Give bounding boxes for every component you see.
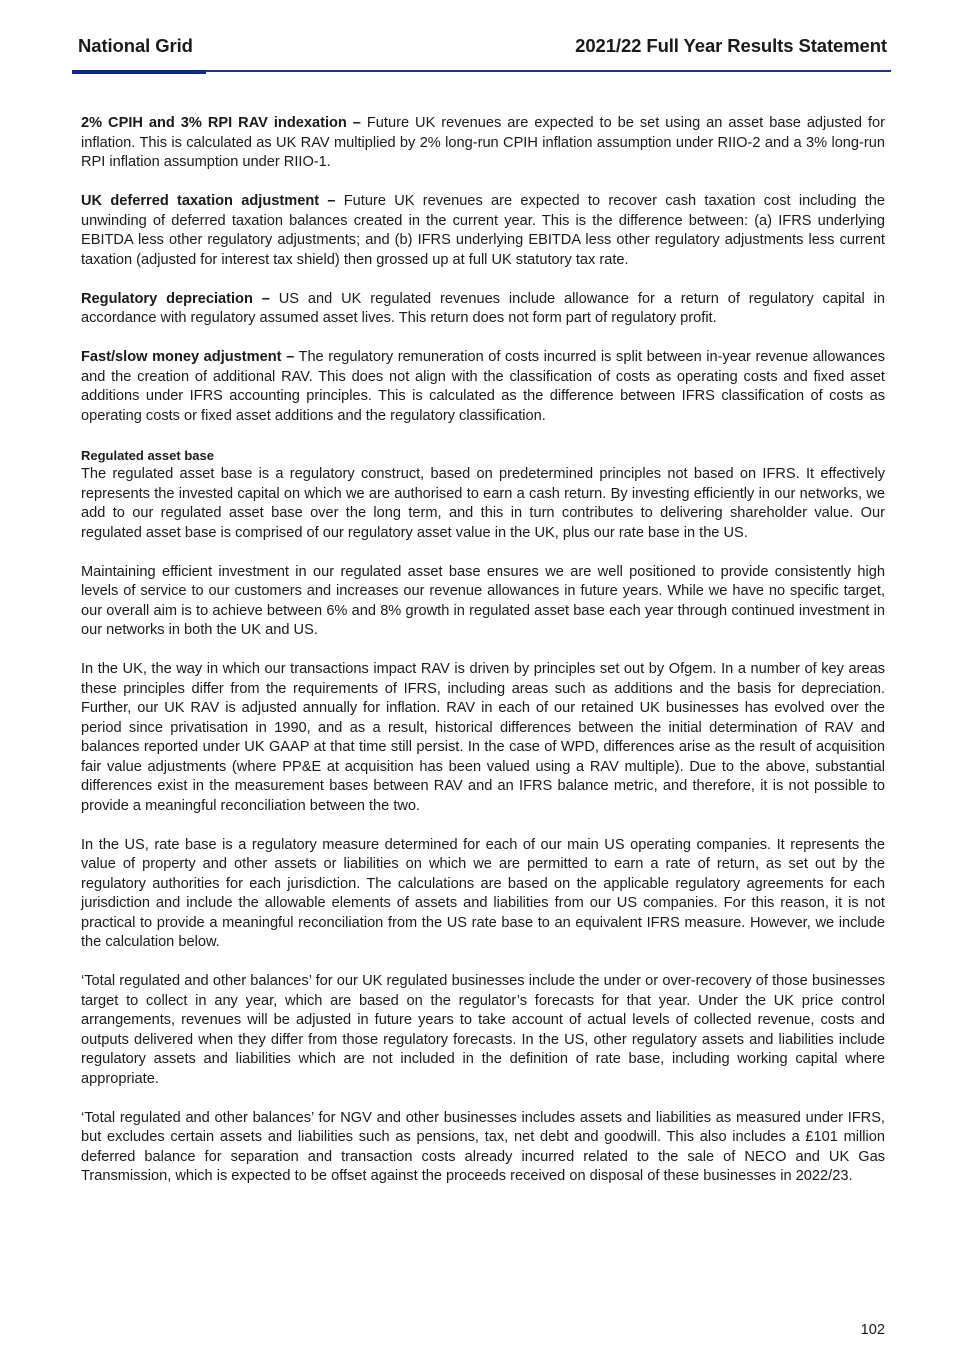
paragraph: In the UK, the way in which our transactions impact RAV is driven by principles set out by Ofgem. In a number of key areas these principles differ from the requirements of IFRS, including areas such as additions and the basis for depreciation. Further, our UK RAV is adjusted annually for inflation. RAV in each of our retained UK businesses has evolved over the period since privatisation in 1990, and as a result, historical differences between the initial determination of RAV and balances reported under UK GAAP at that time still persist. In the case of WPD, differences arise as the result of acquisition fair value adjustments (where PP&E at acquisition has been valued using a RAV multiple). Due to the above, substantial differences exist in the measurement bases between RAV and an IFRS balance metric, and therefore, it is not possible to provide a meaningful reconciliation between the two. — [81, 661, 885, 814]
definition-fast-slow-money — [81, 348, 885, 426]
company-name: National Grid — [78, 35, 193, 56]
paragraph: Maintaining efficient investment in our regulated asset base ensures we are well positioned to provide consistently high levels of service to our customers and increases our revenue allowances in future years. While we have no specific target, our overall aim is to achieve between 6% and 8% growth in regulated asset base each year through continued investment in our networks in both the UK and US. — [81, 563, 885, 638]
definition-regulatory-depreciation — [81, 290, 885, 329]
header-rule-accent — [72, 70, 206, 74]
paragraph: ‘Total regulated and other balances’ for our UK regulated businesses include the under or over-recovery of those businesses target to collect in any year, which are based on the regulator’s forecasts for that year. Under the UK price control arrangements, revenues will be adjusted in future years to take account of actual levels of collected revenue, costs and outputs delivered when they differ from those regulatory forecasts. In the US, other regulatory assets and liabilities include regulatory assets and liabilities which are not included in the definition of rate base, including working capital where appropriate. — [81, 973, 885, 1087]
document-title: 2021/22 Full Year Results Statement — [575, 35, 887, 56]
definition-term: Fast/slow money adjustment – — [81, 349, 295, 365]
definition-term: Regulatory depreciation – — [81, 290, 270, 307]
definition-term: 2% CPIH and 3% RPI RAV indexation – — [81, 115, 361, 131]
definition-cpih-rpi-indexation — [81, 114, 885, 173]
paragraph: ‘Total regulated and other balances’ for NGV and other businesses includes assets and liabilities as measured under IFRS, but excludes certain assets and liabilities such as pensions, tax, net debt and goodwill. This also includes a £101 million deferred balance for separation and transaction costs already incurred related to the sale of NECO and UK Gas Transmission, which is expected to be offset against the proceeds received on disposal of these businesses in 2022/23. — [81, 1109, 885, 1184]
definition-term: UK deferred taxation adjustment – — [81, 193, 336, 209]
definition-text: Future UK revenues are expected to be set using an asset base adjusted for inflation. This is calculated as UK RAV multiplied by 2% long-run CPIH inflation assumption under RIIO-2 and a 3% long-run RPI inflation assumption under RIIO-1. — [81, 115, 885, 170]
page-number: 102 — [860, 1322, 885, 1338]
paragraph: In the US, rate base is a regulatory measure determined for each of our main US operating companies. It represents the value of property and other assets or liabilities on which we are permitted to earn a rate of return, as set out by the regulatory authorities for each jurisdiction. The calculations are based on the applicable regulatory agreements for each jurisdiction and include the allowable elements of assets and liabilities from our US companies. For this reason, it is not practical to provide a meaningful reconciliation from the US rate base to an equivalent IFRS measure. However, we include the calculation below. — [81, 836, 885, 950]
definition-text: US and UK regulated revenues include allowance for a return of regulatory capital in accordance with regulatory assumed asset lives. This return does not form part of regulatory profit. — [81, 290, 885, 326]
paragraph: The regulated asset base is a regulatory construct, based on predetermined principles not based on IFRS. It effectively represents the invested capital on which we are authorised to earn a cash return. By investing efficiently in our networks, we add to our regulated asset base over the long term, and this in turn contributes to delivering shareholder value. Our regulated asset base is comprised of our regulatory asset value in the UK, plus our rate base in the US. — [81, 466, 885, 541]
page-body — [81, 114, 885, 1206]
section-heading: Regulated asset base — [81, 447, 214, 463]
definition-text: Future UK revenues are expected to recover cash taxation cost including the unwinding of deferred taxation balances created in the current year. This is the difference between: (a) IFRS underlying EBITDA less other regulatory adjustments; and (b) IFRS underlying EBITDA less other regulatory adjustments less current taxation (adjusted for interest tax shield) then grossed up at full UK statutory tax rate. — [81, 193, 885, 268]
page-header — [78, 33, 887, 59]
definition-uk-deferred-tax — [81, 192, 885, 270]
definition-text: The regulatory remuneration of costs incurred is split between in-year revenue allowances and the creation of additional RAV. This does not align with the classification of costs as operating costs and fixed asset additions under IFRS accounting principles. This is calculated as the difference between IFRS classification of costs as operating costs or fixed asset additions and the regulatory classification. — [81, 349, 885, 424]
